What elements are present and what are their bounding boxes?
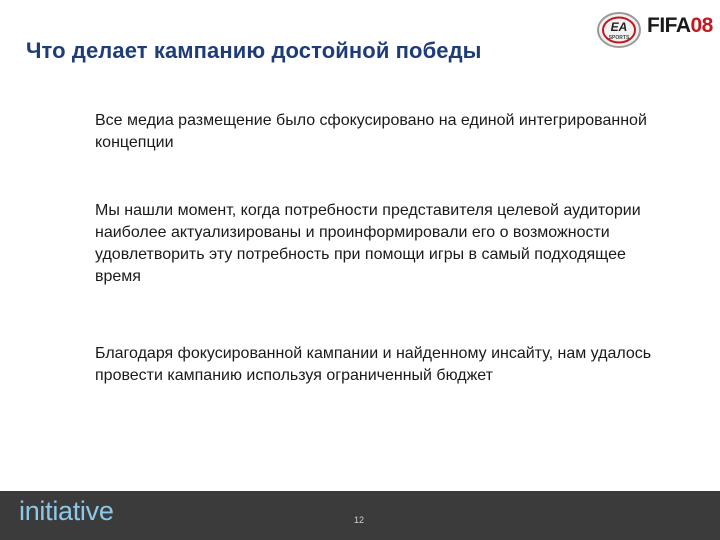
paragraph-3: Благодаря фокусированной кампании и найденному инсайту, нам удалось провести кампанию используя ограниченный бюджет [95, 345, 652, 384]
ea-sports-text: SPORTS [608, 35, 630, 41]
page-number: 12 [354, 515, 365, 525]
initiative-logo: initiative [19, 496, 114, 526]
ea-text: EA [610, 20, 628, 34]
fifa-text: FIFA [647, 14, 691, 37]
ea-sports-logo [596, 11, 642, 49]
footer-bar [0, 491, 720, 540]
fifa08-logo [647, 14, 713, 38]
fifa-year: 08 [690, 14, 713, 37]
slide-title: Что делает кампанию достойной победы [26, 38, 482, 63]
paragraph-2: Мы нашли момент, когда потребности представителя целевой аудитории наиболее актуализированы и проинформировали его о возможности удовлетворить эту потребность при помощи игры в самый подходящее время [95, 202, 641, 285]
paragraph-1: Все медиа размещение было сфокусировано на единой интегрированной концепции [95, 112, 647, 151]
